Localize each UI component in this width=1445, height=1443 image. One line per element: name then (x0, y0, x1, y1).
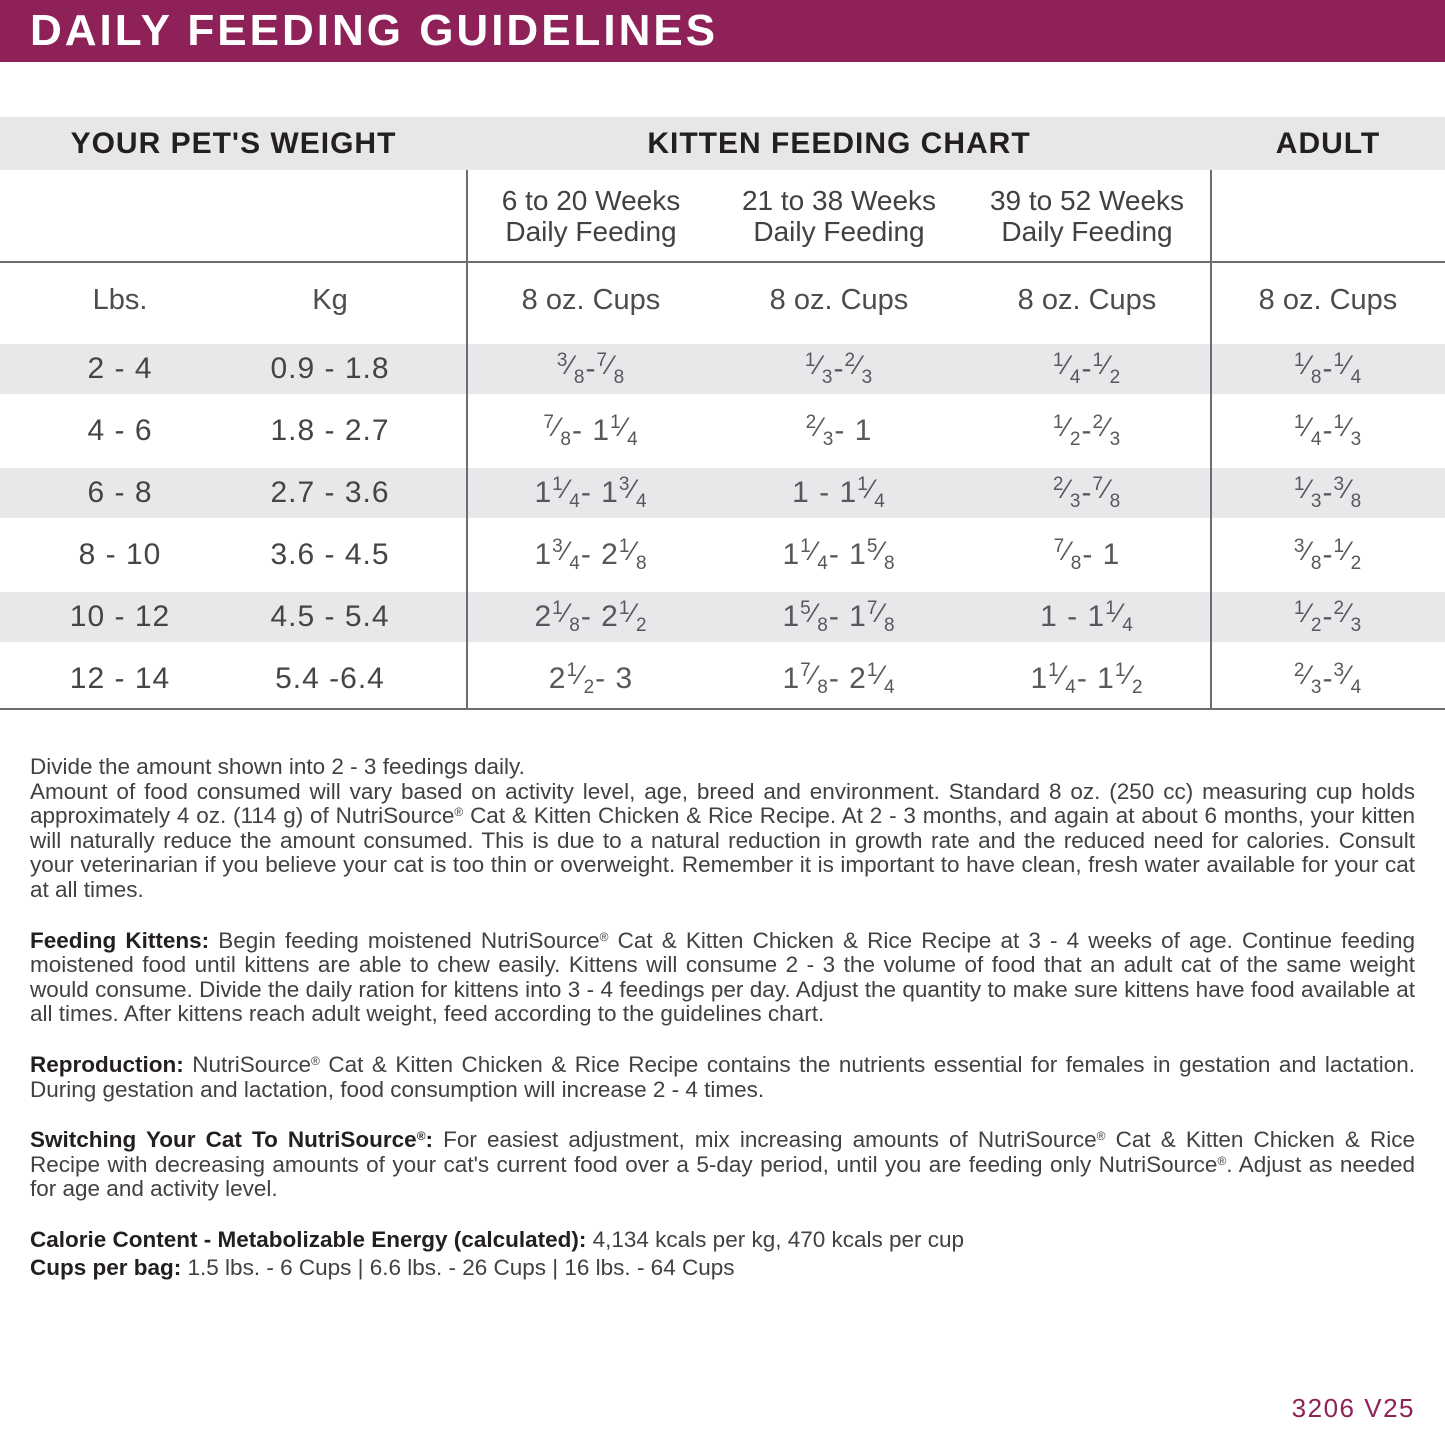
weight-lbs-cell: 8 - 10 (78, 538, 162, 571)
age-header-spacer-right (1211, 170, 1445, 262)
kitten-feeding-cell: 1⁄4 - 1⁄2 (1052, 350, 1122, 388)
row-spacer (420, 648, 467, 710)
fraction: 7⁄8 (1092, 474, 1122, 512)
fraction: 1⁄2 (1293, 598, 1323, 636)
fraction: 1⁄4 (610, 412, 639, 450)
kitten-feeding-cell: 3⁄8 - 7⁄8 (556, 350, 626, 388)
kitten-feeding-cell: 1 1⁄4 - 1 1⁄2 (1030, 660, 1144, 698)
note-body: Reproduction: NutriSource® Cat & Kitten Chicken & Rice Recipe contains the nutrients essential for females in gestation and lactation. During gestation and lactation, food consumption will increase 2 - 4 times. (30, 1051, 1415, 1102)
feeding-notes (30, 755, 1415, 1283)
note-lead: Reproduction: (30, 1051, 184, 1077)
note-body: Calorie Content - Metabolizable Energy (calculated): 4,134 kcals per kg, 470 kcals per cup (30, 1226, 965, 1252)
fraction: 7⁄8 (1053, 536, 1083, 574)
note-lead: Calorie Content - Metabolizable Energy (calculated): (30, 1226, 587, 1252)
units-cups-1: 8 oz. Cups (521, 283, 661, 316)
registered-mark: ® (1096, 1129, 1106, 1144)
registered-mark: ® (454, 805, 464, 820)
fraction: 3⁄8 (556, 350, 586, 388)
fraction: 1⁄4 (1293, 412, 1323, 450)
note-paragraph (30, 1128, 1415, 1202)
fraction: 2⁄3 (1333, 598, 1363, 636)
weight-lbs-cell: 6 - 8 (87, 476, 153, 509)
fraction: 5⁄8 (866, 536, 896, 574)
fraction: 2⁄3 (1293, 660, 1323, 698)
weight-kg-cell: 0.9 - 1.8 (270, 352, 390, 385)
units-cups-2: 8 oz. Cups (769, 283, 909, 316)
weight-kg-cell: 1.8 - 2.7 (270, 414, 390, 447)
weight-kg-cell: 5.4 -6.4 (275, 662, 385, 695)
age-column-21-38-weeks (715, 170, 963, 262)
row-spacer (420, 524, 467, 586)
weight-lbs-cell: 2 - 4 (87, 352, 153, 385)
fraction: 1⁄2 (618, 598, 648, 636)
row-spacer (420, 338, 467, 400)
age-column-39-52-weeks (963, 170, 1211, 262)
fraction: 1⁄2 (1052, 412, 1082, 450)
kitten-feeding-cell: 2 1⁄8 - 2 1⁄2 (534, 598, 648, 636)
fraction: 7⁄8 (596, 350, 626, 388)
fraction: 2⁄3 (1052, 474, 1082, 512)
weight-lbs-cell: 12 - 14 (69, 662, 171, 695)
fraction: 1⁄3 (804, 350, 834, 388)
table-row (0, 400, 1445, 462)
fraction: 1⁄4 (1052, 350, 1082, 388)
adult-feeding-cell: 3⁄8 - 1⁄2 (1293, 536, 1363, 574)
section-header-adult: ADULT (1275, 126, 1381, 160)
fraction: 2⁄3 (1092, 412, 1122, 450)
kitten-feeding-cell: 1 - 1 1⁄4 (1040, 598, 1134, 636)
fraction: 7⁄8 (866, 598, 896, 636)
adult-feeding-cell: 1⁄4 - 1⁄3 (1293, 412, 1363, 450)
fraction: 1⁄8 (1293, 350, 1323, 388)
fraction: 1⁄4 (866, 660, 896, 698)
age-range-label: Daily Feeding (753, 216, 925, 247)
adult-feeding-cell: 1⁄3 - 3⁄8 (1293, 474, 1363, 512)
kitten-feeding-cell: 2 1⁄2 - 3 (548, 660, 634, 698)
note-body: Switching Your Cat To NutriSource®: For easiest adjustment, mix increasing amounts of NutriSource® Cat & Kitten Chicken & Rice Recipe with decreasing amounts of your cat's current food over a 5-day period, until you are feeding only NutriSource®. Adjust as needed for age and activity level. (30, 1127, 1415, 1202)
fraction: 3⁄4 (1333, 660, 1363, 698)
kitten-feeding-cell: 1⁄3 - 2⁄3 (804, 350, 874, 388)
age-range-label: Daily Feeding (1001, 216, 1173, 247)
note-paragraph (30, 755, 1415, 903)
weight-lbs-cell: 10 - 12 (69, 600, 171, 633)
age-range-header-row (0, 170, 1445, 262)
fraction: 2⁄3 (844, 350, 874, 388)
weight-kg-cell: 4.5 - 5.4 (270, 600, 390, 633)
note-paragraph (30, 1228, 1415, 1253)
note-lead: Feeding Kittens: (30, 927, 210, 953)
age-column-6-20-weeks (467, 170, 715, 262)
fraction: 7⁄8 (800, 660, 829, 698)
weight-kg-cell: 2.7 - 3.6 (270, 476, 390, 509)
note-body: Cups per bag: 1.5 lbs. - 6 Cups | 6.6 lbs. - 26 Cups | 16 lbs. - 64 Cups (30, 1254, 735, 1280)
table-row (0, 462, 1445, 524)
adult-feeding-cell: 1⁄2 - 2⁄3 (1293, 598, 1363, 636)
kitten-feeding-cell: 1 1⁄4 - 1 5⁄8 (782, 536, 896, 574)
registered-mark: ® (599, 929, 609, 944)
fraction: 1⁄8 (618, 536, 648, 574)
weight-kg-cell: 3.6 - 4.5 (270, 538, 390, 571)
kitten-feeding-cell: 1 1⁄4 - 1 3⁄4 (534, 474, 648, 512)
units-header-row (0, 262, 1445, 338)
fraction: 1⁄4 (552, 474, 581, 512)
age-range-text: 6 to 20 Weeks (501, 185, 681, 216)
kitten-feeding-cell: 1 - 1 1⁄4 (792, 474, 886, 512)
fraction: 1⁄2 (1114, 660, 1144, 698)
kitten-feeding-cell: 7⁄8 - 1 (1053, 536, 1121, 574)
kitten-feeding-cell: 1 7⁄8 - 2 1⁄4 (782, 660, 896, 698)
units-cups-adult: 8 oz. Cups (1258, 283, 1398, 316)
fraction: 1⁄4 (1333, 350, 1363, 388)
fraction: 1⁄2 (1092, 350, 1122, 388)
kitten-feeding-cell: 1 3⁄4 - 2 1⁄8 (534, 536, 648, 574)
fraction: 1⁄4 (857, 474, 886, 512)
fraction: 2⁄3 (805, 412, 835, 450)
note-lead: Cups per bag: (30, 1254, 182, 1280)
adult-feeding-cell: 2⁄3 - 3⁄4 (1293, 660, 1363, 698)
note-paragraph (30, 929, 1415, 1027)
fraction: 3⁄4 (618, 474, 648, 512)
table-bottom-line (0, 708, 1445, 710)
kitten-feeding-cell: 1⁄2 - 2⁄3 (1052, 412, 1122, 450)
section-header-kitten-chart: KITTEN FEEDING CHART (647, 126, 1031, 160)
row-spacer (420, 586, 467, 648)
age-range-text: 39 to 52 Weeks (989, 185, 1185, 216)
units-kg: Kg (312, 283, 348, 316)
age-range-label: Daily Feeding (505, 216, 677, 247)
table-body (0, 338, 1445, 710)
registered-mark: ® (311, 1053, 320, 1068)
fraction: 5⁄8 (800, 598, 829, 636)
row-spacer (420, 462, 467, 524)
version-code: 3206 V25 (1291, 1393, 1415, 1423)
column-divider-right (1210, 170, 1212, 710)
units-cups-3: 8 oz. Cups (1017, 283, 1157, 316)
fraction: 1⁄8 (552, 598, 581, 636)
fraction: 3⁄8 (1293, 536, 1323, 574)
age-header-spacer-left (0, 170, 467, 262)
fraction: 1⁄3 (1333, 412, 1363, 450)
table-row (0, 524, 1445, 586)
fraction: 1⁄2 (1333, 536, 1363, 574)
table-row (0, 648, 1445, 710)
page-title: DAILY FEEDING GUIDELINES (30, 6, 719, 55)
header-divider-line (0, 261, 1445, 263)
kitten-feeding-cell: 1 5⁄8 - 1 7⁄8 (782, 598, 896, 636)
fraction: 1⁄4 (1048, 660, 1077, 698)
age-range-text: 21 to 38 Weeks (741, 185, 937, 216)
units-lbs: Lbs. (92, 283, 148, 316)
note-body: Feeding Kittens: Begin feeding moistened NutriSource® Cat & Kitten Chicken & Rice Recipe at 3 - 4 weeks of age. Continue feeding moistened food until kittens are able to chew easily. Kittens will consume 2 - 3 the volume of food that an adult cat of the same weight would consume. Divide the daily ration for kittens into 3 - 4 feedings per day. Adjust the quantity to make sure kittens have food available at all times. After kittens reach adult weight, feed according to the guidelines chart. (30, 927, 1415, 1027)
title-bar (0, 0, 1445, 62)
fraction: 7⁄8 (543, 412, 572, 450)
registered-mark: ® (1217, 1153, 1227, 1168)
fraction: 3⁄8 (1333, 474, 1363, 512)
table-section-header-row (0, 117, 1445, 170)
kitten-feeding-cell: 7⁄8 - 1 1⁄4 (543, 412, 639, 450)
weight-lbs-cell: 4 - 6 (87, 414, 153, 447)
kitten-feeding-cell: 2⁄3 - 7⁄8 (1052, 474, 1122, 512)
fraction: 3⁄4 (552, 536, 581, 574)
adult-feeding-cell: 1⁄8 - 1⁄4 (1293, 350, 1363, 388)
fraction: 1⁄4 (1105, 598, 1134, 636)
section-header-pet-weight: YOUR PET'S WEIGHT (70, 126, 397, 160)
note-paragraph (30, 1256, 1415, 1281)
fraction: 1⁄3 (1293, 474, 1323, 512)
row-spacer (420, 400, 467, 462)
note-body: Amount of food consumed will vary based on activity level, age, breed and environment. Standard 8 oz. (250 cc) measuring cup holds approximately 4 oz. (114 g) of NutriSource® Cat & Kitten Chicken & Rice Recipe. At 2 - 3 months, and again at about 6 months, your kitten will naturally reduce the amount consumed. This is due to a natural reduction in growth rate and the reduced need for calories. Consult your veterinarian if you believe your cat is too thin or overweight. Remember it is important to have clean, fresh water available for your cat at all times. (30, 778, 1415, 902)
units-spacer (420, 262, 467, 338)
fraction: 1⁄2 (566, 660, 596, 698)
fraction: 1⁄4 (800, 536, 829, 574)
table-row (0, 586, 1445, 648)
kitten-feeding-cell: 2⁄3 - 1 (805, 412, 873, 450)
note-intro-line: Divide the amount shown into 2 - 3 feedings daily. (30, 754, 525, 779)
note-paragraph (30, 1053, 1415, 1102)
table-row (0, 338, 1445, 400)
note-lead: Switching Your Cat To NutriSource®: (30, 1127, 434, 1153)
registered-mark: ® (416, 1129, 426, 1144)
feeding-table (0, 117, 1445, 710)
column-divider-left (466, 170, 468, 710)
